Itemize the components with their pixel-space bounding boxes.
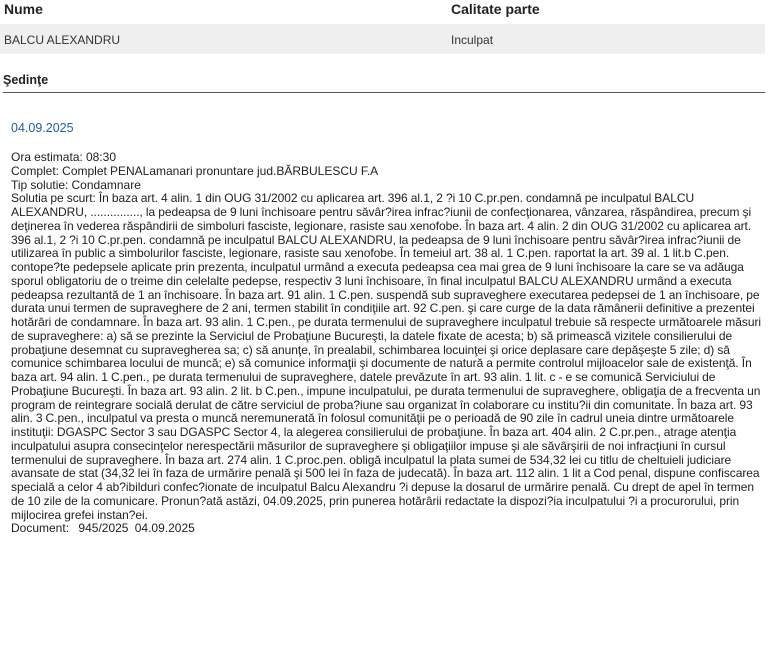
column-header-role: Calitate parte <box>451 1 540 17</box>
hearing-date: 04.09.2025 <box>11 121 74 135</box>
solution-type: Tip solutie: Condamnare <box>11 177 141 192</box>
estimated-time: Ora estimata: 08:30 <box>11 150 116 164</box>
solution-summary: Solutia pe scurt: În baza art. 4 alin. 1 din OUG 31/2002 cu aplicarea art. 396 al.1, 2 ?i 10 C.pr.pen. condamnă pe inculpatul BALCU ALEXANDRU, ..............., la pedeapsa de 9 luni închisoare pentru săvâr?irea infrac?iunii de confecţionarea, vânzarea, răspândirea, precum şi deţinerea în vederea răspândirii de simboluri fasciste, legionare, rasiste sau xenofobe. În baza art. 4 alin. 2 din OUG 31/2002 cu aplicarea art. 396 al.1, 2 ?i 10 C.pr.pen. condamnă pe inculpatul BALCU ALEXANDRU, la pedeapsa de 9 luni închisoare pentru săvâr?irea infrac?iunii de utilizarea în public a simbolurilor fasciste, legionare, rasiste sau xenofobe. În temeiul art. 38 al. 1 C.pen. raportat la art. 39 al. 1 lit.b C.pen. contope?te pedepsele aplicate prin prezenta, inculpatul urmând a executa pedeapsa cea mai grea de 9 luni închisoare la care se va adăuga sporul obligatoriu de o treime din celelalte pedepse, respectiv 3 luni închisoare, în final inculpatul BALCU ALEXANDRU urmând a executa pedeapsa rezultantă de 1 an închisoare. În baza art. 91 alin. 1 C.pen. suspendă sub supraveghere executarea pedepsei de 1 an închisoare, pe durata unui termen de supraveghere de 2 ani, termen stabilit în condiţiile art. 92 C.pen. şi care curge de la data rămânerii definitive a prezentei hotărâri de condamnare. În baza art. 93 alin. 1 C.pen., pe durata termenului de supraveghere inculpatul trebuie să respecte următoarele măsuri de supraveghere: a) să se prezinte la Serviciul de Probaţiune Bucureşti, la datele fixate de acesta; b) să primească vizitele consilierului de probaţiune desemnat cu supravegherea sa; c) să anunţe, în prealabil, schimbarea locuinţei şi orice deplasare care depăşeşte 5 zile; d) să comunice schimbarea locului de muncă; e) să comunice informaţii şi documente de natură a permite controlul mijloacelor sale de existenţă. În baza art. 94 alin. 1 C.pen., pe durata termenului de supraveghere, datele prevăzute în art. 93 alin. 1 lit. c - e se comunică Serviciului de Probaţiune Bucureşti. În baza art. 93 alin. 2 lit. b C.pen., impune inculpatului, pe durata termenului de supraveghere, obligaţia de a frecventa un program de reintegrare socială derulat de către serviciul de proba?iune sau organizat în colaborare cu institu?ii din comunitate. În baza art. 93 alin. 3 C.pen., inculpatul va presta o muncă neremunerată în folosul comunităţii pe o perioadă de 90 zile în cadrul uneia dintre următoarele instituţii: DGASPC Sector 3 sau DGASPC Sector 4, la alegerea consilierului de probaţiune. În baza art. 404 alin. 2 C.pr.pen., atrage atenţia inculpatului asupra consecinţelor nerespectării măsurilor de supraveghere şi obligaţiilor impuse şi ale săvârşirii de noi infracţiuni în cursul termenului de supraveghere. În baza art. 274 alin. 1 C.proc.pen. obligă inculpatul la plata sumei de 534,32 lei cu titlu de cheltuieli judiciare avansate de stat (34,32 lei în faza de urmărire penală şi 500 lei în faza de judecată). În baza art. 112 alin. 1 lit a Cod penal, dispune confiscarea specială a celor 4 ab?ibilduri confec?ionate de inculpatul Balcu Alexandru ?i depuse la dosarul de urmărire penală. Cu drept de apel în termen de 10 zile de la comunicare. Pronun?ată astăzi, 04.09.2025, prin punerea hotărârii redactate la dispozi?ia inculpatului ?i a procurorului, prin mijlocirea grefei instan?ei. <box>11 191 762 522</box>
document-reference: Document: 945/2025 04.09.2025 <box>11 521 195 536</box>
panel: Complet: Complet PENALamanari pronuntare jud.BĂRBULESCU F.A <box>11 163 379 178</box>
parties-table-header <box>0 0 765 22</box>
hearings-section-title: Şedinţe <box>3 73 49 87</box>
hearing-details <box>11 151 763 536</box>
party-name: BALCU ALEXANDRU <box>4 33 121 47</box>
parties-table <box>0 0 765 54</box>
table-row <box>0 24 765 54</box>
column-header-name: Nume <box>4 1 43 17</box>
hearing-entry <box>11 121 763 536</box>
section-divider <box>3 92 765 93</box>
party-role: Inculpat <box>451 33 494 47</box>
